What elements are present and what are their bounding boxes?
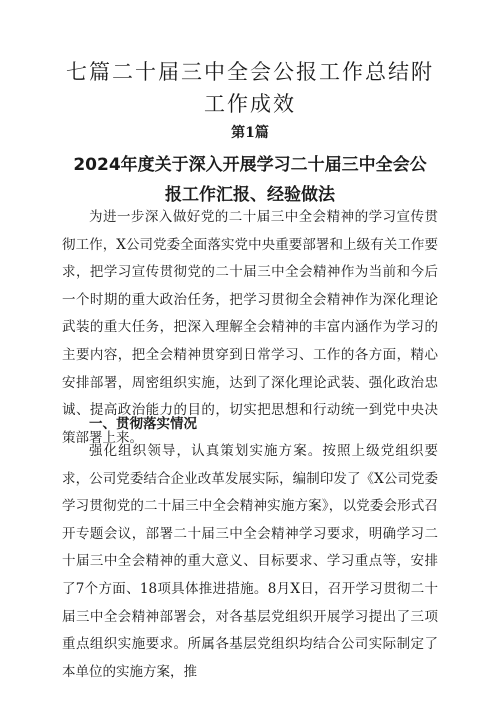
paragraph-implementation: 强化组织领导，认真策划实施方案。按照上级党组织要求，公司党委结合企业改革发展实际，编制印发了《X公司党委学习贯彻党的二十届三中全会精神实施方案》，以党委会形式召开专题会议，部署二十届三中全会精神学习要求，明确学习二十届三中全会精神的重大意义、目标要求、学习重点等，安排了7个方面、18项具体推进措施。8月X日，召开学习贯彻二十届三中全会精神部署会，对各基层党组织开展学习提出了三项重点组织实施要求。所属各基层党组织均结合公司实际制定了本单位的实施方案，推 <box>62 443 438 680</box>
paragraph-intro: 为进一步深入做好党的二十届三中全会精神的学习宣传贯彻工作，X公司党委全面落实党中央重要部署和上级有关工作要求，把学习宣传贯彻党的二十届三中全会精神作为当前和今后一个时期的重大政治任务，把学习贯彻全会精神作为深化理论武装的重大任务，把深入理解全会精神的丰富内涵作为学习的主要内容，把全会精神贯穿到日常学习、工作的各方面，精心安排部署，周密组织实施，达到了深化理论武装、强化政治忠诚、提高政治能力的目的，切实把思想和行动统一到党中央决策部署上来。 <box>62 209 438 446</box>
part-label: 第1篇 <box>231 125 269 141</box>
document-title: 七篇二十届三中全会公报工作总结附工作成效 <box>66 60 434 116</box>
section-heading: 一、贯彻落实情况 <box>89 416 197 432</box>
document-subtitle: 2024年度关于深入开展学习二十届三中全会公报工作汇报、经验做法 <box>73 155 427 205</box>
